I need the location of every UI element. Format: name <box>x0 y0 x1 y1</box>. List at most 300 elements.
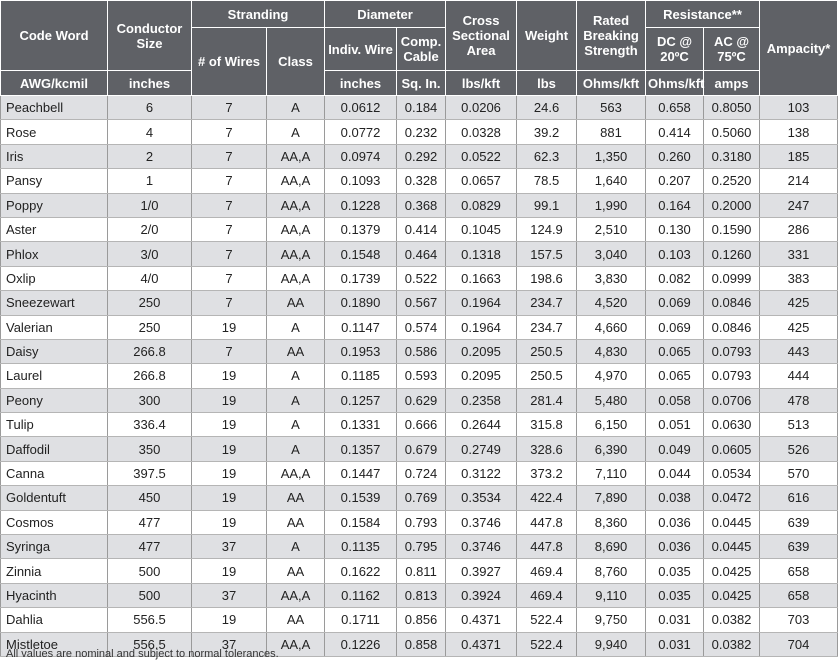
cell-ac-resistance: 0.3180 <box>704 144 760 168</box>
cell-class: AA,A <box>267 242 325 266</box>
cell-weight: 469.4 <box>517 559 577 583</box>
cell-dc-resistance: 0.044 <box>646 461 704 485</box>
cell-comp-cable-diameter: 0.328 <box>397 169 446 193</box>
cell-rated-breaking-strength: 4,660 <box>577 315 646 339</box>
cell-indiv-wire-diameter: 0.1185 <box>325 364 397 388</box>
cell-cross-sectional-area: 0.3746 <box>446 535 517 559</box>
cell-indiv-wire-diameter: 0.1584 <box>325 510 397 534</box>
cell-cross-sectional-area: 0.1318 <box>446 242 517 266</box>
table-row <box>1 266 838 290</box>
cell-cross-sectional-area: 0.0522 <box>446 144 517 168</box>
cell-conductor-size: 450 <box>108 486 192 510</box>
cell-indiv-wire-diameter: 0.1539 <box>325 486 397 510</box>
cell-conductor-size: 266.8 <box>108 364 192 388</box>
cell-indiv-wire-diameter: 0.0772 <box>325 120 397 144</box>
cell-indiv-wire-diameter: 0.1257 <box>325 388 397 412</box>
cell-code-word: Goldentuft <box>1 486 108 510</box>
table-row <box>1 291 838 315</box>
cell-rated-breaking-strength: 881 <box>577 120 646 144</box>
cell-code-word: Laurel <box>1 364 108 388</box>
cell-indiv-wire-diameter: 0.1379 <box>325 217 397 241</box>
unit-conductor-size: AWG/kcmil <box>1 71 108 96</box>
cell-ac-resistance: 0.0793 <box>704 339 760 363</box>
cell-rated-breaking-strength: 563 <box>577 96 646 120</box>
cell-weight: 469.4 <box>517 583 577 607</box>
cell-indiv-wire-diameter: 0.1890 <box>325 291 397 315</box>
cell-cross-sectional-area: 0.3122 <box>446 461 517 485</box>
cell-code-word: Zinnia <box>1 559 108 583</box>
cell-comp-cable-diameter: 0.666 <box>397 413 446 437</box>
cell-dc-resistance: 0.414 <box>646 120 704 144</box>
cell-comp-cable-diameter: 0.522 <box>397 266 446 290</box>
cell-comp-cable-diameter: 0.813 <box>397 583 446 607</box>
cell-comp-cable-diameter: 0.769 <box>397 486 446 510</box>
cell-ampacity: 639 <box>760 535 838 559</box>
cell-dc-resistance: 0.130 <box>646 217 704 241</box>
cell-conductor-size: 336.4 <box>108 413 192 437</box>
cell-weight: 250.5 <box>517 339 577 363</box>
cell-code-word: Hyacinth <box>1 583 108 607</box>
cell-comp-cable-diameter: 0.567 <box>397 291 446 315</box>
cell-code-word: Iris <box>1 144 108 168</box>
header-ac-resistance: AC @ 75ºC <box>704 28 760 71</box>
cell-code-word: Sneezewart <box>1 291 108 315</box>
cell-cross-sectional-area: 0.2095 <box>446 364 517 388</box>
cell-num-wires: 19 <box>192 364 267 388</box>
unit-comp-cable: inches <box>325 71 397 96</box>
cell-weight: 315.8 <box>517 413 577 437</box>
unit-ampacity: amps <box>704 71 760 96</box>
cell-rated-breaking-strength: 4,970 <box>577 364 646 388</box>
cell-class: AA,A <box>267 583 325 607</box>
cell-conductor-size: 2/0 <box>108 217 192 241</box>
cell-class: AA <box>267 291 325 315</box>
cell-class: AA,A <box>267 169 325 193</box>
table-row <box>1 242 838 266</box>
cell-code-word: Daffodil <box>1 437 108 461</box>
cell-rated-breaking-strength: 8,690 <box>577 535 646 559</box>
cell-dc-resistance: 0.065 <box>646 339 704 363</box>
cell-comp-cable-diameter: 0.292 <box>397 144 446 168</box>
cell-num-wires: 19 <box>192 559 267 583</box>
cell-class: A <box>267 96 325 120</box>
cell-class: AA <box>267 486 325 510</box>
cell-ac-resistance: 0.0999 <box>704 266 760 290</box>
cell-conductor-size: 500 <box>108 583 192 607</box>
cell-ampacity: 443 <box>760 339 838 363</box>
cell-rated-breaking-strength: 9,750 <box>577 608 646 632</box>
cell-indiv-wire-diameter: 0.0974 <box>325 144 397 168</box>
table-row <box>1 486 838 510</box>
cell-dc-resistance: 0.051 <box>646 413 704 437</box>
cell-num-wires: 19 <box>192 461 267 485</box>
cell-weight: 447.8 <box>517 535 577 559</box>
cell-rated-breaking-strength: 4,520 <box>577 291 646 315</box>
cell-code-word: Mistletoe <box>1 632 108 656</box>
cell-num-wires: 7 <box>192 120 267 144</box>
cell-ampacity: 658 <box>760 583 838 607</box>
cell-comp-cable-diameter: 0.856 <box>397 608 446 632</box>
cell-conductor-size: 6 <box>108 96 192 120</box>
cell-indiv-wire-diameter: 0.1447 <box>325 461 397 485</box>
unit-breaking-strength: lbs <box>517 71 577 96</box>
header-cross-sectional-area: Cross Sectional Area <box>446 1 517 71</box>
cell-code-word: Peachbell <box>1 96 108 120</box>
cell-num-wires: 7 <box>192 339 267 363</box>
cell-rated-breaking-strength: 3,830 <box>577 266 646 290</box>
cell-dc-resistance: 0.207 <box>646 169 704 193</box>
cell-rated-breaking-strength: 8,360 <box>577 510 646 534</box>
cell-conductor-size: 500 <box>108 559 192 583</box>
cell-dc-resistance: 0.036 <box>646 535 704 559</box>
cell-conductor-size: 1 <box>108 169 192 193</box>
cell-code-word: Poppy <box>1 193 108 217</box>
unit-dc-resistance: Ohms/kft <box>577 71 646 96</box>
header-code-word: Code Word <box>1 1 108 71</box>
cell-comp-cable-diameter: 0.464 <box>397 242 446 266</box>
cell-num-wires: 19 <box>192 437 267 461</box>
cell-ac-resistance: 0.8050 <box>704 96 760 120</box>
cell-code-word: Rose <box>1 120 108 144</box>
cell-dc-resistance: 0.036 <box>646 510 704 534</box>
cell-ampacity: 185 <box>760 144 838 168</box>
cell-class: A <box>267 364 325 388</box>
cell-cross-sectional-area: 0.4371 <box>446 608 517 632</box>
cell-num-wires: 7 <box>192 291 267 315</box>
cell-num-wires: 19 <box>192 486 267 510</box>
cell-cross-sectional-area: 0.0829 <box>446 193 517 217</box>
table-body <box>1 96 838 657</box>
header-conductor-size: Conductor Size <box>108 1 192 71</box>
cell-cross-sectional-area: 0.0657 <box>446 169 517 193</box>
cell-class: AA,A <box>267 461 325 485</box>
header-dc-resistance: DC @ 20ºC <box>646 28 704 71</box>
cell-cross-sectional-area: 0.2095 <box>446 339 517 363</box>
cell-rated-breaking-strength: 6,390 <box>577 437 646 461</box>
table-row <box>1 608 838 632</box>
table-row <box>1 535 838 559</box>
cell-ac-resistance: 0.0706 <box>704 388 760 412</box>
cell-ampacity: 478 <box>760 388 838 412</box>
cell-comp-cable-diameter: 0.679 <box>397 437 446 461</box>
cell-num-wires: 19 <box>192 413 267 437</box>
cell-num-wires: 7 <box>192 266 267 290</box>
cell-num-wires: 19 <box>192 388 267 412</box>
cell-conductor-size: 300 <box>108 388 192 412</box>
cell-ampacity: 704 <box>760 632 838 656</box>
cell-indiv-wire-diameter: 0.1331 <box>325 413 397 437</box>
cell-conductor-size: 4/0 <box>108 266 192 290</box>
cell-dc-resistance: 0.069 <box>646 315 704 339</box>
cell-num-wires: 37 <box>192 535 267 559</box>
cell-class: A <box>267 120 325 144</box>
cell-ac-resistance: 0.0382 <box>704 608 760 632</box>
cell-ampacity: 526 <box>760 437 838 461</box>
cell-num-wires: 7 <box>192 169 267 193</box>
cell-cross-sectional-area: 0.1045 <box>446 217 517 241</box>
cell-cross-sectional-area: 0.1964 <box>446 315 517 339</box>
cell-ampacity: 383 <box>760 266 838 290</box>
cell-num-wires: 37 <box>192 583 267 607</box>
table-row <box>1 217 838 241</box>
cell-class: AA <box>267 339 325 363</box>
cell-code-word: Dahlia <box>1 608 108 632</box>
cell-ac-resistance: 0.2520 <box>704 169 760 193</box>
cell-indiv-wire-diameter: 0.1622 <box>325 559 397 583</box>
cell-ac-resistance: 0.0846 <box>704 315 760 339</box>
cell-comp-cable-diameter: 0.793 <box>397 510 446 534</box>
cell-ac-resistance: 0.2000 <box>704 193 760 217</box>
cell-ac-resistance: 0.0793 <box>704 364 760 388</box>
cell-class: A <box>267 413 325 437</box>
cell-code-word: Pansy <box>1 169 108 193</box>
cell-comp-cable-diameter: 0.811 <box>397 559 446 583</box>
cell-dc-resistance: 0.058 <box>646 388 704 412</box>
cell-ac-resistance: 0.0630 <box>704 413 760 437</box>
cell-cross-sectional-area: 0.2749 <box>446 437 517 461</box>
cell-comp-cable-diameter: 0.414 <box>397 217 446 241</box>
cell-conductor-size: 250 <box>108 291 192 315</box>
table-row <box>1 583 838 607</box>
table-row <box>1 120 838 144</box>
cell-code-word: Daisy <box>1 339 108 363</box>
cell-conductor-size: 397.5 <box>108 461 192 485</box>
cell-weight: 250.5 <box>517 364 577 388</box>
cell-ampacity: 639 <box>760 510 838 534</box>
cell-rated-breaking-strength: 5,480 <box>577 388 646 412</box>
cell-dc-resistance: 0.035 <box>646 583 704 607</box>
header-indiv-wire: Indiv. Wire <box>325 28 397 71</box>
cell-class: AA,A <box>267 632 325 656</box>
cell-comp-cable-diameter: 0.232 <box>397 120 446 144</box>
table-header <box>1 1 838 96</box>
table-row <box>1 413 838 437</box>
cell-cross-sectional-area: 0.3534 <box>446 486 517 510</box>
header-weight: Weight <box>517 1 577 71</box>
cell-code-word: Cosmos <box>1 510 108 534</box>
cell-ampacity: 616 <box>760 486 838 510</box>
cell-comp-cable-diameter: 0.586 <box>397 339 446 363</box>
cell-weight: 447.8 <box>517 510 577 534</box>
cell-dc-resistance: 0.065 <box>646 364 704 388</box>
cell-comp-cable-diameter: 0.858 <box>397 632 446 656</box>
cell-ampacity: 444 <box>760 364 838 388</box>
cell-cross-sectional-area: 0.1663 <box>446 266 517 290</box>
cell-weight: 234.7 <box>517 291 577 315</box>
cell-weight: 373.2 <box>517 461 577 485</box>
cell-indiv-wire-diameter: 0.1357 <box>325 437 397 461</box>
cell-comp-cable-diameter: 0.574 <box>397 315 446 339</box>
cell-rated-breaking-strength: 3,040 <box>577 242 646 266</box>
unit-indiv-wire: inches <box>108 71 192 96</box>
cell-class: A <box>267 388 325 412</box>
cell-weight: 99.1 <box>517 193 577 217</box>
table-row <box>1 364 838 388</box>
footnote: All values are nominal and subject to normal tolerances. <box>6 648 279 660</box>
cell-dc-resistance: 0.035 <box>646 559 704 583</box>
cell-rated-breaking-strength: 1,990 <box>577 193 646 217</box>
cell-cross-sectional-area: 0.3746 <box>446 510 517 534</box>
cell-num-wires: 19 <box>192 510 267 534</box>
cell-num-wires: 7 <box>192 242 267 266</box>
cell-ac-resistance: 0.5060 <box>704 120 760 144</box>
cell-comp-cable-diameter: 0.184 <box>397 96 446 120</box>
header-class: Class <box>267 28 325 96</box>
cell-conductor-size: 4 <box>108 120 192 144</box>
cell-ampacity: 703 <box>760 608 838 632</box>
cell-indiv-wire-diameter: 0.1711 <box>325 608 397 632</box>
cell-code-word: Oxlip <box>1 266 108 290</box>
cell-indiv-wire-diameter: 0.1228 <box>325 193 397 217</box>
cell-comp-cable-diameter: 0.593 <box>397 364 446 388</box>
cell-ampacity: 286 <box>760 217 838 241</box>
cell-num-wires: 7 <box>192 96 267 120</box>
table-row <box>1 339 838 363</box>
unit-ac-resistance: Ohms/kft <box>646 71 704 96</box>
cell-conductor-size: 477 <box>108 510 192 534</box>
cell-indiv-wire-diameter: 0.1953 <box>325 339 397 363</box>
cell-cross-sectional-area: 0.1964 <box>446 291 517 315</box>
cell-conductor-size: 350 <box>108 437 192 461</box>
cell-dc-resistance: 0.260 <box>646 144 704 168</box>
cell-rated-breaking-strength: 9,110 <box>577 583 646 607</box>
header-rated-breaking-strength: Rated Breaking Strength <box>577 1 646 71</box>
cell-cross-sectional-area: 0.2644 <box>446 413 517 437</box>
cell-ampacity: 138 <box>760 120 838 144</box>
cell-class: AA <box>267 559 325 583</box>
cell-conductor-size: 266.8 <box>108 339 192 363</box>
cell-ampacity: 658 <box>760 559 838 583</box>
table-row <box>1 144 838 168</box>
cell-ampacity: 331 <box>760 242 838 266</box>
cell-conductor-size: 3/0 <box>108 242 192 266</box>
table-row <box>1 96 838 120</box>
cell-rated-breaking-strength: 4,830 <box>577 339 646 363</box>
cell-cross-sectional-area: 0.2358 <box>446 388 517 412</box>
cell-indiv-wire-diameter: 0.0612 <box>325 96 397 120</box>
cell-weight: 62.3 <box>517 144 577 168</box>
cell-num-wires: 7 <box>192 193 267 217</box>
table-row <box>1 169 838 193</box>
cell-ac-resistance: 0.0425 <box>704 559 760 583</box>
cell-indiv-wire-diameter: 0.1135 <box>325 535 397 559</box>
cell-class: AA <box>267 510 325 534</box>
cell-ac-resistance: 0.0445 <box>704 510 760 534</box>
cell-dc-resistance: 0.164 <box>646 193 704 217</box>
cell-ac-resistance: 0.0534 <box>704 461 760 485</box>
cell-weight: 124.9 <box>517 217 577 241</box>
header-comp-cable: Comp. Cable <box>397 28 446 71</box>
cell-class: AA,A <box>267 144 325 168</box>
cell-ac-resistance: 0.0382 <box>704 632 760 656</box>
header-ampacity: Ampacity* <box>760 1 838 96</box>
cell-ac-resistance: 0.0846 <box>704 291 760 315</box>
unit-cross-sectional-area: Sq. In. <box>397 71 446 96</box>
table-row <box>1 437 838 461</box>
cell-weight: 522.4 <box>517 608 577 632</box>
cell-conductor-size: 556.5 <box>108 632 192 656</box>
table-row <box>1 315 838 339</box>
unit-weight: lbs/kft <box>446 71 517 96</box>
table-row <box>1 559 838 583</box>
cell-rated-breaking-strength: 8,760 <box>577 559 646 583</box>
cell-code-word: Canna <box>1 461 108 485</box>
cell-comp-cable-diameter: 0.795 <box>397 535 446 559</box>
cell-rated-breaking-strength: 1,350 <box>577 144 646 168</box>
cell-ampacity: 214 <box>760 169 838 193</box>
cell-class: AA,A <box>267 266 325 290</box>
cell-cross-sectional-area: 0.0328 <box>446 120 517 144</box>
cell-weight: 198.6 <box>517 266 577 290</box>
table-row <box>1 388 838 412</box>
cell-ac-resistance: 0.0472 <box>704 486 760 510</box>
cell-dc-resistance: 0.031 <box>646 608 704 632</box>
cell-rated-breaking-strength: 7,890 <box>577 486 646 510</box>
cell-weight: 328.6 <box>517 437 577 461</box>
cell-code-word: Valerian <box>1 315 108 339</box>
cell-dc-resistance: 0.038 <box>646 486 704 510</box>
cell-indiv-wire-diameter: 0.1226 <box>325 632 397 656</box>
cell-weight: 78.5 <box>517 169 577 193</box>
cell-class: AA,A <box>267 217 325 241</box>
table-row <box>1 510 838 534</box>
cell-class: A <box>267 535 325 559</box>
cell-cross-sectional-area: 0.3924 <box>446 583 517 607</box>
cell-code-word: Peony <box>1 388 108 412</box>
cell-code-word: Phlox <box>1 242 108 266</box>
cell-num-wires: 37 <box>192 632 267 656</box>
cell-dc-resistance: 0.082 <box>646 266 704 290</box>
cell-num-wires: 19 <box>192 315 267 339</box>
header-stranding: Stranding <box>192 1 325 28</box>
cell-num-wires: 7 <box>192 144 267 168</box>
cell-class: AA <box>267 608 325 632</box>
cell-dc-resistance: 0.069 <box>646 291 704 315</box>
cell-class: AA,A <box>267 193 325 217</box>
cell-dc-resistance: 0.031 <box>646 632 704 656</box>
header-diameter: Diameter <box>325 1 446 28</box>
cell-class: A <box>267 437 325 461</box>
header-num-wires: # of Wires <box>192 28 267 96</box>
cell-conductor-size: 1/0 <box>108 193 192 217</box>
cell-weight: 157.5 <box>517 242 577 266</box>
cell-weight: 422.4 <box>517 486 577 510</box>
cell-code-word: Tulip <box>1 413 108 437</box>
cell-ampacity: 513 <box>760 413 838 437</box>
cell-ac-resistance: 0.1590 <box>704 217 760 241</box>
table-row <box>1 193 838 217</box>
cell-rated-breaking-strength: 9,940 <box>577 632 646 656</box>
cell-conductor-size: 250 <box>108 315 192 339</box>
cell-weight: 39.2 <box>517 120 577 144</box>
cell-num-wires: 7 <box>192 217 267 241</box>
cell-ampacity: 103 <box>760 96 838 120</box>
cell-conductor-size: 556.5 <box>108 608 192 632</box>
cell-cross-sectional-area: 0.4371 <box>446 632 517 656</box>
cell-ac-resistance: 0.1260 <box>704 242 760 266</box>
cell-comp-cable-diameter: 0.629 <box>397 388 446 412</box>
cell-comp-cable-diameter: 0.368 <box>397 193 446 217</box>
cell-dc-resistance: 0.658 <box>646 96 704 120</box>
cell-rated-breaking-strength: 1,640 <box>577 169 646 193</box>
cell-ampacity: 425 <box>760 291 838 315</box>
cell-cross-sectional-area: 0.0206 <box>446 96 517 120</box>
cell-conductor-size: 2 <box>108 144 192 168</box>
cell-conductor-size: 477 <box>108 535 192 559</box>
cell-indiv-wire-diameter: 0.1548 <box>325 242 397 266</box>
cell-rated-breaking-strength: 6,150 <box>577 413 646 437</box>
cell-indiv-wire-diameter: 0.1162 <box>325 583 397 607</box>
